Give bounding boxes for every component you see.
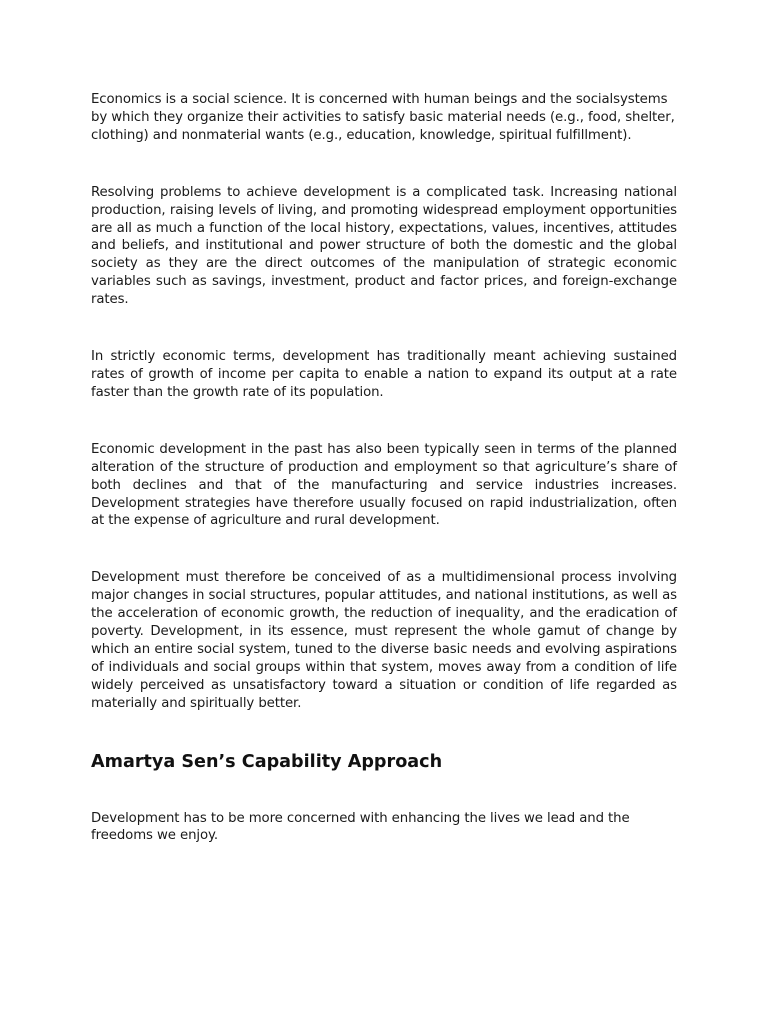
paragraph-closing: Development has to be more concerned with enhancing the lives we lead and the freedoms we enjoy.	[91, 810, 630, 844]
paragraph-economic-development-past: Economic development in the past has also been typically seen in terms of the planned alteration of the structure of production and employment so that agriculture’s share of both declines and that of the manufacturing and service industries increases. Development strategies have therefore usually focused on rapid industrialization, often at the expense of agriculture and rural development.	[91, 441, 677, 529]
paragraph-resolving-problems: Resolving problems to achieve development is a complicated task. Increasing national production, raising levels of living, and promoting widespread employment opportunities are all as much a function of the local history, expectations, values, incentives, attitudes and beliefs, and institutional and power structure of both the domestic and the global society as they are the direct outcomes of the manipulation of strategic economic variables such as savings, investment, product and factor prices, and foreign-exchange rates.	[91, 184, 677, 308]
section-heading: Amartya Sen’s Capability Approach	[91, 751, 443, 772]
document-page	[91, 91, 677, 845]
paragraph-multidimensional-process: Development must therefore be conceived of as a multidimensional process involving major changes in social structures, popular attitudes, and national institutions, as well as the acceleration of economic growth, the reduction of inequality, and the eradication of poverty. Development, in its essence, must represent the whole gamut of change by which an entire social system, tuned to the diverse basic needs and evolving aspirations of individuals and social groups within that system, moves away from a condition of life widely perceived as unsatisfactory toward a situation or condition of life regarded as materially and spiritually better.	[91, 570, 677, 711]
paragraph-economic-terms: In strictly economic terms, development has traditionally meant achieving sustained rates of growth of income per capita to enable a nation to expand its output at a rate faster than the growth rate of its population.	[91, 349, 677, 400]
paragraph-economics-definition: Economics is a social science. It is concerned with human beings and the socialsystems by which they organize their activities to satisfy basic material needs (e.g., food, shelter, clothing) and nonmaterial wants (e.g., education, knowledge, spiritual fulfillment).	[91, 92, 675, 143]
